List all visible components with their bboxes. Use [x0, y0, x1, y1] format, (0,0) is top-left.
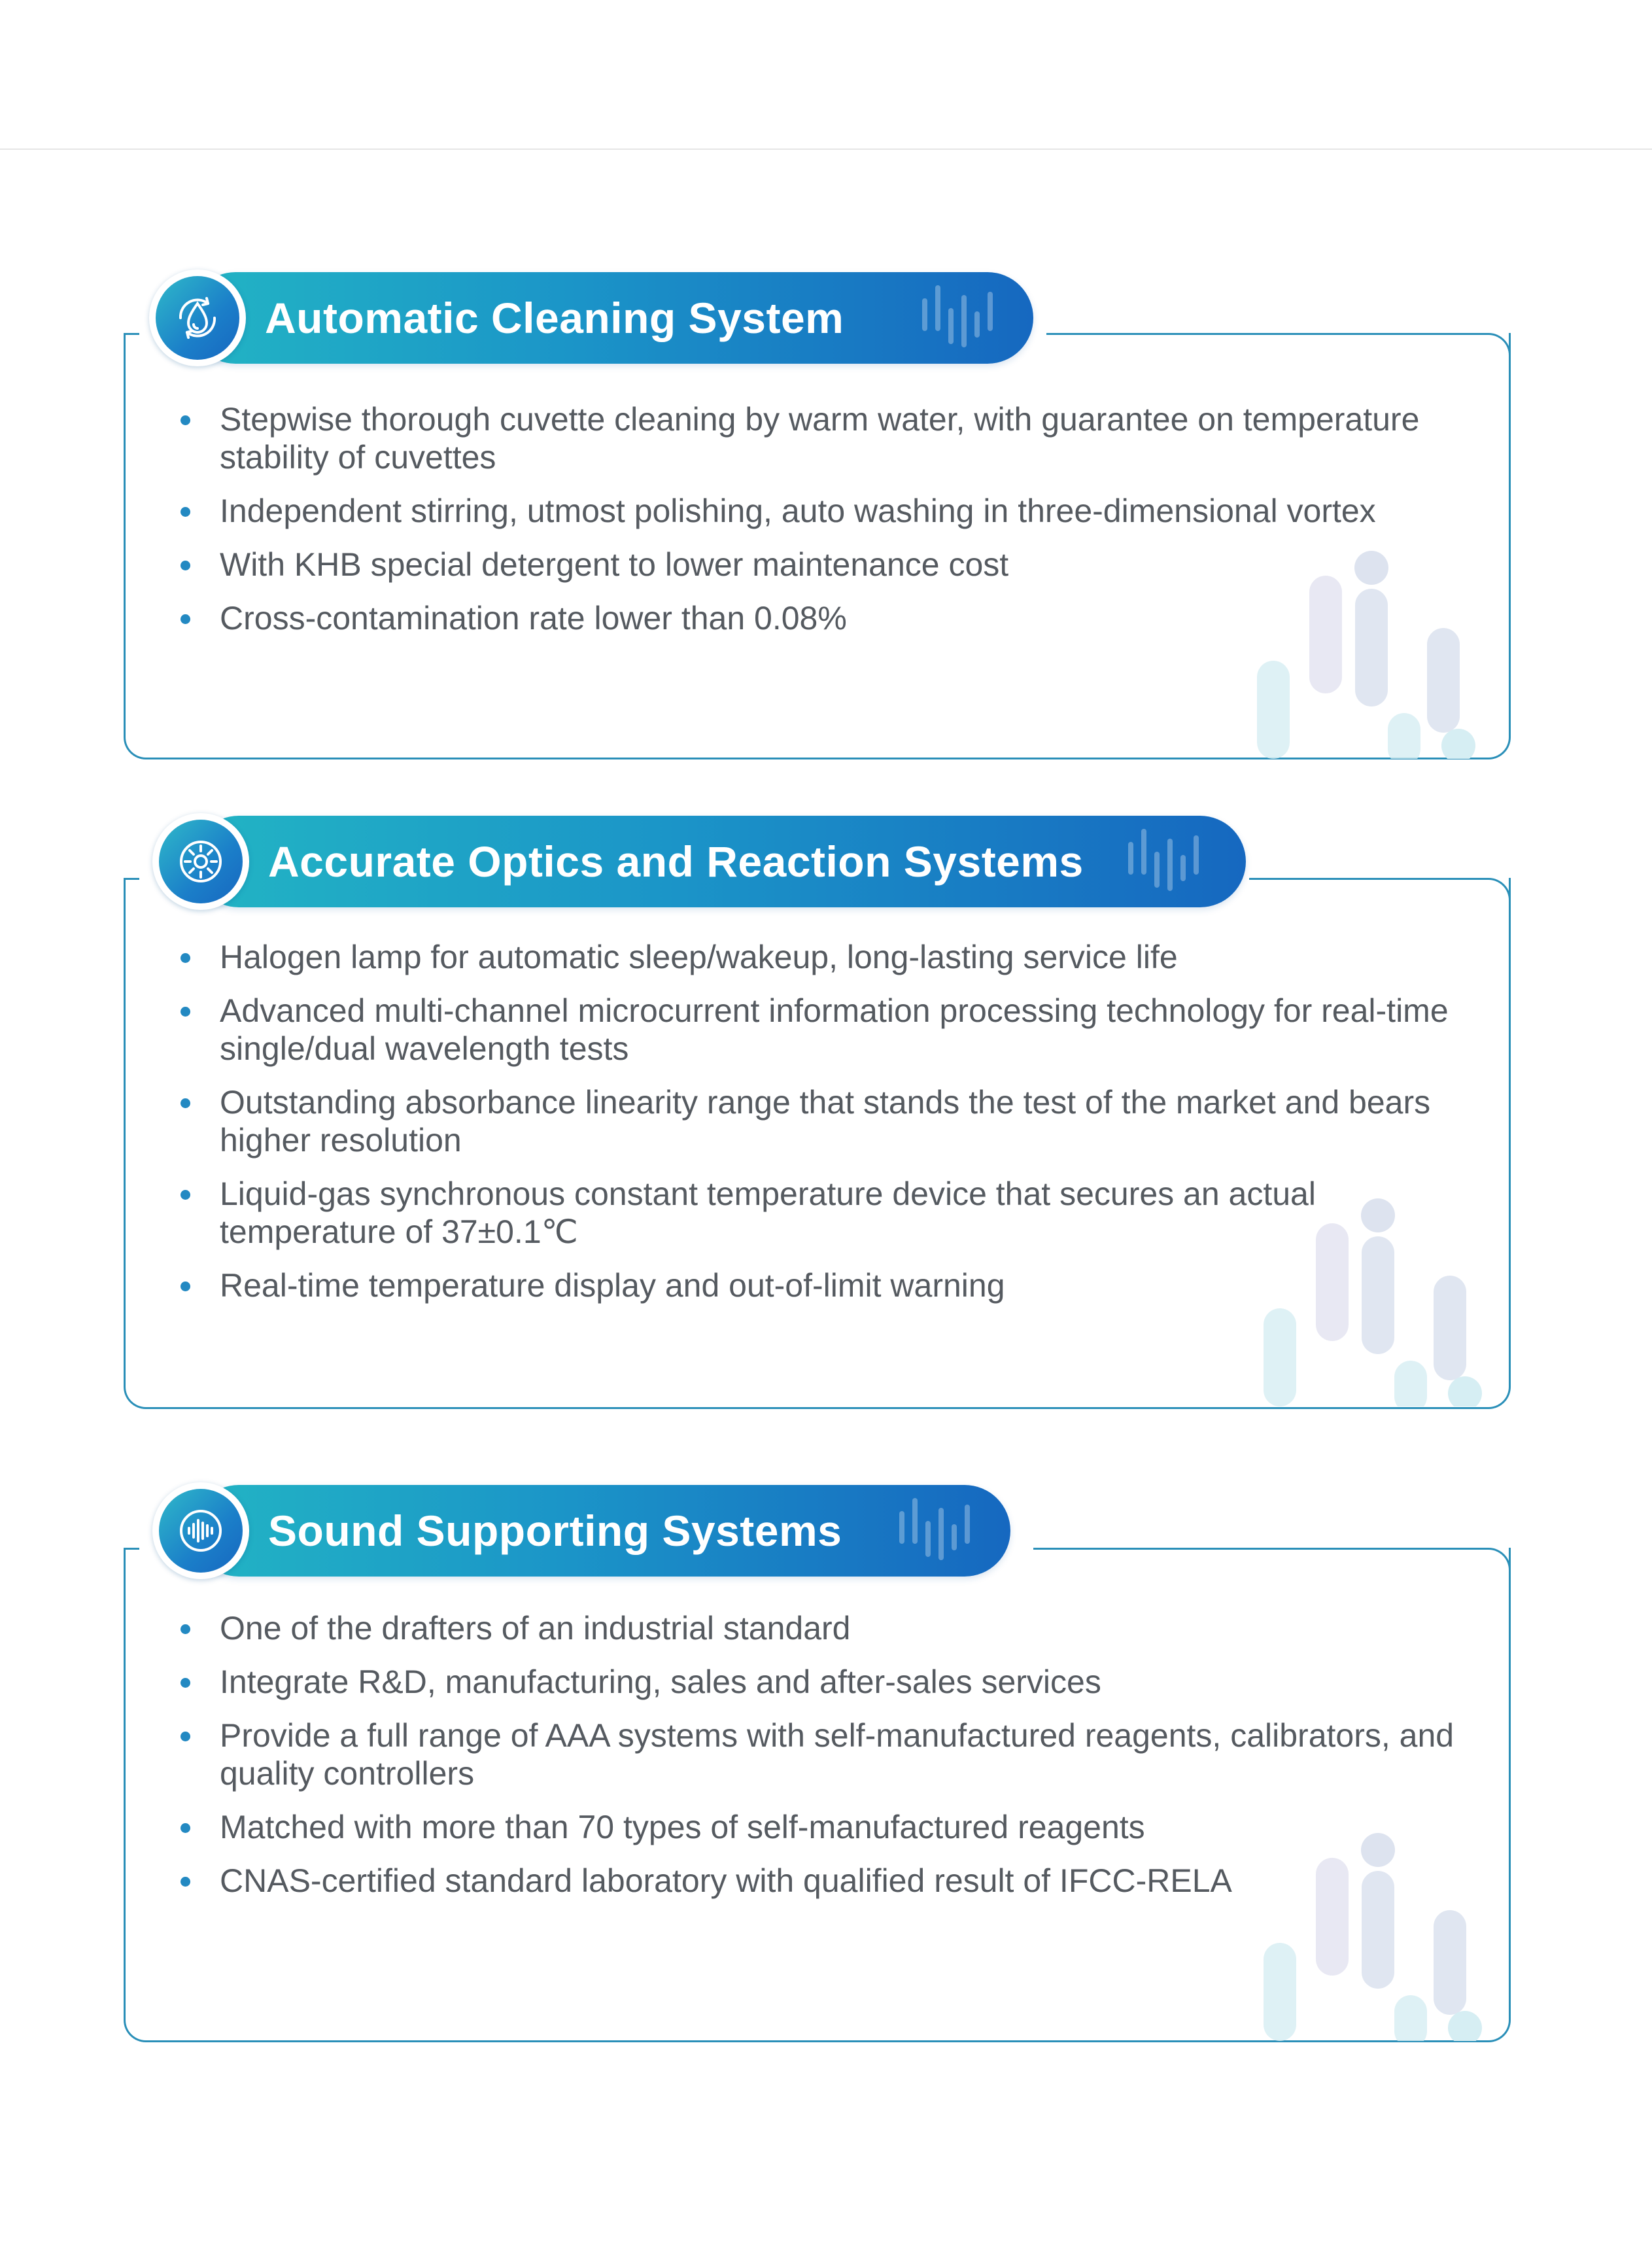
list-item: Integrate R&D, manufacturing, sales and after-sales services: [177, 1663, 1458, 1701]
sound-wave-icon: [175, 1505, 227, 1557]
list-item: Outstanding absorbance linearity range that stands the test of the market and bears higher resolution: [177, 1083, 1458, 1159]
decorative-bars-icon: [1249, 549, 1485, 759]
water-drop-cycle-icon: [171, 292, 224, 344]
sound-bars-decor-icon: [1122, 822, 1207, 901]
section-title: Sound Supporting Systems: [268, 1507, 842, 1555]
frame-top-line: [1046, 333, 1489, 335]
section-icon-badge: [152, 813, 249, 910]
decorative-bars-icon: [1256, 1832, 1491, 2041]
bullet-dot-icon: [181, 1007, 190, 1017]
section-title-pill: [193, 816, 1246, 907]
decorative-bars-icon: [1256, 1197, 1491, 1406]
bullet-dot-icon: [181, 614, 190, 624]
list-item: Advanced multi-channel microcurrent information processing technology for real-time single/dual wavelength tests: [177, 992, 1458, 1068]
frame-left-stub: [124, 878, 139, 880]
list-item: Stepwise thorough cuvette cleaning by warm water, with guarantee on temperature stability of cuvettes: [177, 400, 1458, 476]
bullet-dot-icon: [181, 1190, 190, 1200]
section-title-pill: [193, 1485, 1010, 1577]
bullet-dot-icon: [181, 561, 190, 570]
bullet-dot-icon: [181, 1624, 190, 1634]
bullet-dot-icon: [181, 1678, 190, 1688]
sound-bars-decor-icon: [893, 1491, 978, 1570]
top-divider: [0, 148, 1652, 150]
list-item: Real-time temperature display and out-of-limit warning: [177, 1266, 1458, 1304]
bullet-dot-icon: [181, 507, 190, 517]
bullet-dot-icon: [181, 1877, 190, 1887]
bullet-dot-icon: [181, 953, 190, 963]
list-item: Liquid-gas synchronous constant temperature device that secures an actual temperature of 37±0.1℃: [177, 1175, 1458, 1251]
list-item: One of the drafters of an industrial standard: [177, 1609, 1458, 1647]
bullet-dot-icon: [181, 415, 190, 425]
frame-top-line: [1249, 878, 1489, 880]
frame-left-stub: [124, 1548, 139, 1550]
section-icon-badge: [149, 270, 246, 366]
frame-top-line: [1033, 1548, 1489, 1550]
bullet-dot-icon: [181, 1823, 190, 1833]
list-item: Halogen lamp for automatic sleep/wakeup, long-lasting service life: [177, 938, 1458, 976]
bullet-dot-icon: [181, 1281, 190, 1291]
section-icon-badge: [152, 1482, 249, 1579]
list-item: With KHB special detergent to lower maintenance cost: [177, 546, 1458, 584]
list-item: CNAS-certified standard laboratory with qualified result of IFCC-RELA: [177, 1862, 1458, 1900]
frame-left-stub: [124, 333, 139, 335]
list-item: Cross-contamination rate lower than 0.08%: [177, 599, 1458, 637]
sound-bars-decor-icon: [916, 279, 1001, 357]
section-title: Automatic Cleaning System: [265, 294, 844, 342]
section-title-pill: [190, 272, 1033, 364]
bullet-dot-icon: [181, 1732, 190, 1741]
list-item: Matched with more than 70 types of self-manufactured reagents: [177, 1808, 1458, 1846]
list-item: Provide a full range of AAA systems with self-manufactured reagents, calibrators, and quality controllers: [177, 1717, 1458, 1792]
light-sun-icon: [175, 835, 227, 888]
list-item: Independent stirring, utmost polishing, auto washing in three-dimensional vortex: [177, 492, 1458, 530]
section-title: Accurate Optics and Reaction Systems: [268, 837, 1084, 886]
bullet-dot-icon: [181, 1098, 190, 1108]
